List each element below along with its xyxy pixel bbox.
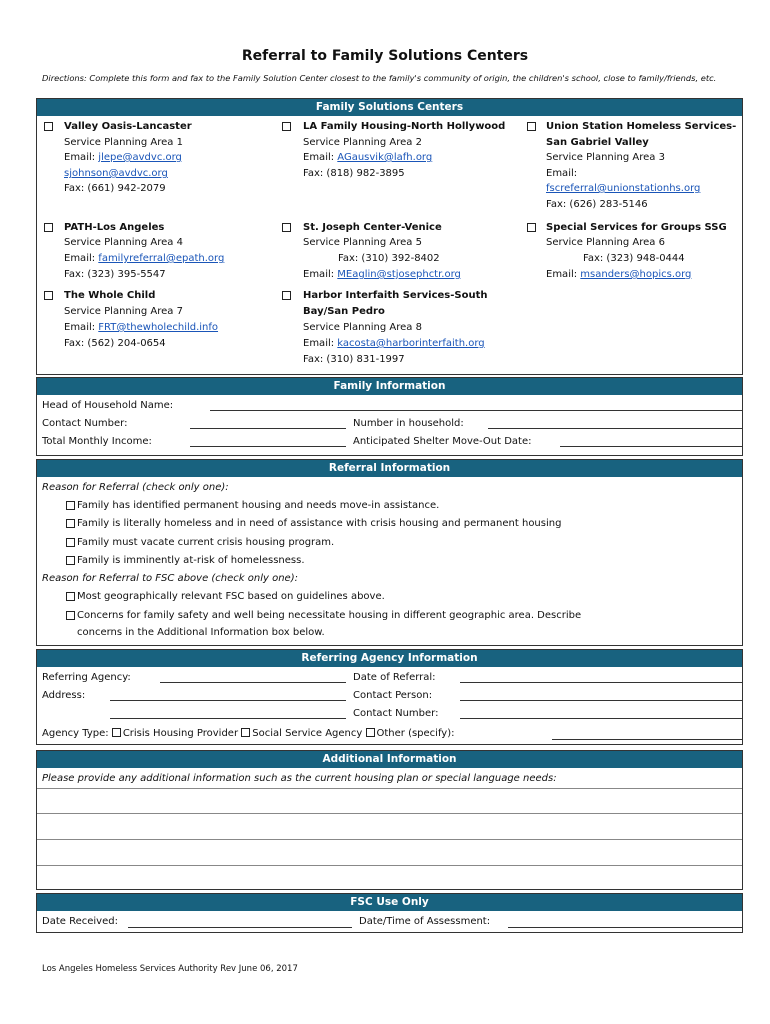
- move-out-date-field[interactable]: [560, 446, 742, 447]
- fsc-reason-geographic: Most geographically relevant FSC based on guidelines above.: [77, 591, 385, 602]
- address-field[interactable]: [110, 700, 346, 701]
- center-area: Service Planning Area 2: [303, 137, 422, 148]
- center-name: The Whole Child: [64, 290, 156, 301]
- other-label: Other (specify):: [376, 728, 455, 739]
- center-fax: Fax: (323) 948-0444: [583, 253, 685, 264]
- center-fax: Fax: (323) 395-5547: [64, 269, 166, 280]
- center-email-link[interactable]: msanders@hopics.org: [580, 269, 692, 280]
- monthly-income-field[interactable]: [190, 446, 346, 447]
- crisis-housing-checkbox[interactable]: [112, 728, 121, 737]
- date-time-assessment-field[interactable]: [508, 927, 742, 928]
- date-of-referral-label: Date of Referral:: [353, 672, 436, 683]
- center-checkbox-valley-oasis[interactable]: [44, 122, 53, 131]
- center-email-line: [303, 150, 432, 165]
- center-fax: Fax: (818) 982-3895: [303, 168, 405, 179]
- agency-type-row: [42, 726, 455, 741]
- agency-type-label: Agency Type:: [42, 728, 109, 739]
- center-email-link[interactable]: jlepe@avdvc.org: [98, 152, 182, 163]
- move-out-date-label: Anticipated Shelter Move-Out Date:: [353, 436, 532, 447]
- email-label: Email:: [64, 253, 99, 264]
- email-label: Email:: [303, 152, 338, 163]
- agency-header: Referring Agency Information: [37, 650, 742, 667]
- center-email-link[interactable]: familyreferral@epath.org: [98, 253, 225, 264]
- center-name: St. Joseph Center-Venice: [303, 222, 442, 233]
- agency-contact-number-field[interactable]: [460, 718, 742, 719]
- date-received-label: Date Received:: [42, 916, 118, 927]
- center-email-link-2[interactable]: sjohnson@avdvc.org: [64, 168, 168, 179]
- address-label: Address:: [42, 690, 86, 701]
- other-checkbox[interactable]: [366, 728, 375, 737]
- center-email-line: [303, 267, 461, 282]
- center-fax: Fax: (310) 392-8402: [338, 253, 440, 264]
- center-fax: Fax: (310) 831-1997: [303, 354, 405, 365]
- email-label: Email:: [303, 338, 338, 349]
- fsc-reason-safety: Concerns for family safety and well being necessitate housing in different geographic area. Describe: [77, 610, 582, 621]
- other-specify-field[interactable]: [552, 739, 742, 740]
- email-label: Email:: [546, 168, 578, 179]
- monthly-income-label: Total Monthly Income:: [42, 436, 152, 447]
- center-checkbox-union-station[interactable]: [527, 122, 536, 131]
- center-name: Harbor Interfaith Services-South: [303, 290, 488, 301]
- fsc-reason-checkbox-safety[interactable]: [66, 611, 75, 620]
- head-of-household-field[interactable]: [210, 410, 742, 411]
- center-checkbox-st-joseph[interactable]: [282, 223, 291, 232]
- footer-text: Los Angeles Homeless Services Authority Rev June 06, 2017: [42, 964, 298, 974]
- center-email-line: [303, 336, 485, 351]
- fsc-reason-label: Reason for Referral to FSC above (check only one):: [42, 573, 298, 584]
- center-area: Service Planning Area 5: [303, 237, 422, 248]
- fsc-reason-checkbox-geographic[interactable]: [66, 592, 75, 601]
- reason-literally-homeless: Family is literally homeless and in need of assistance with crisis housing and permanent housing: [77, 518, 562, 529]
- center-area: Service Planning Area 8: [303, 322, 422, 333]
- center-email-line: [64, 251, 224, 266]
- center-email-link[interactable]: MEaglin@stjosephctr.org: [337, 269, 461, 280]
- center-email-link[interactable]: kacosta@harborinterfaith.org: [337, 338, 485, 349]
- number-in-household-field[interactable]: [488, 428, 742, 429]
- fsc-reason-safety-cont: concerns in the Additional Information box below.: [77, 627, 325, 638]
- directions-text: Directions: Complete this form and fax to the Family Solution Center closest to the family's community of origin, the children's school, close to family/friends, etc.: [42, 73, 717, 83]
- center-email-line: [64, 150, 182, 165]
- email-label: Email:: [64, 152, 99, 163]
- contact-number-label: Contact Number:: [42, 418, 128, 429]
- crisis-housing-label: Crisis Housing Provider: [122, 728, 239, 739]
- contact-person-field[interactable]: [460, 700, 742, 701]
- center-area: Service Planning Area 3: [546, 152, 665, 163]
- email-label: Email:: [64, 322, 99, 333]
- center-area: Service Planning Area 6: [546, 237, 665, 248]
- center-checkbox-ssg[interactable]: [527, 223, 536, 232]
- center-email-link[interactable]: AGausvik@lafh.org: [337, 152, 433, 163]
- center-email-link[interactable]: fscreferral@unionstationhs.org: [546, 183, 701, 194]
- center-email-link[interactable]: FRT@thewholechild.info: [98, 322, 219, 333]
- social-service-label: Social Service Agency: [252, 728, 363, 739]
- center-name: PATH-Los Angeles: [64, 222, 165, 233]
- center-name: Union Station Homeless Services-: [546, 121, 737, 132]
- center-area: Service Planning Area 7: [64, 306, 183, 317]
- center-email-line: [64, 320, 218, 335]
- contact-number-field[interactable]: [190, 428, 346, 429]
- center-checkbox-la-family-housing[interactable]: [282, 122, 291, 131]
- number-in-household-label: Number in household:: [353, 418, 464, 429]
- center-email-line: [546, 267, 691, 282]
- address-field-line-2[interactable]: [110, 718, 346, 719]
- family-header: Family Information: [37, 378, 742, 395]
- centers-header: Family Solutions Centers: [37, 99, 742, 116]
- center-name: Special Services for Groups SSG: [546, 222, 727, 233]
- reason-checkbox-at-risk[interactable]: [66, 556, 75, 565]
- center-name-line-2: Bay/San Pedro: [303, 306, 385, 317]
- email-label: Email:: [303, 269, 338, 280]
- reason-label: Reason for Referral (check only one):: [42, 482, 229, 493]
- reason-checkbox-vacate[interactable]: [66, 538, 75, 547]
- reason-checkbox-move-in[interactable]: [66, 501, 75, 510]
- referral-header: Referral Information: [37, 460, 742, 477]
- referring-agency-label: Referring Agency:: [42, 672, 131, 683]
- reason-vacate: Family must vacate current crisis housing program.: [77, 537, 335, 548]
- date-of-referral-field[interactable]: [460, 682, 742, 683]
- date-received-field[interactable]: [128, 927, 352, 928]
- center-fax: Fax: (562) 204-0654: [64, 338, 166, 349]
- date-time-assessment-label: Date/Time of Assessment:: [359, 916, 491, 927]
- center-name-line-2: San Gabriel Valley: [546, 137, 649, 148]
- center-name: Valley Oasis-Lancaster: [64, 121, 192, 132]
- center-checkbox-harbor-interfaith[interactable]: [282, 291, 291, 300]
- agency-contact-number-label: Contact Number:: [353, 708, 439, 719]
- reason-checkbox-literally-homeless[interactable]: [66, 519, 75, 528]
- reason-at-risk: Family is imminently at-risk of homelessness.: [77, 555, 305, 566]
- page-title: Referral to Family Solutions Centers: [241, 48, 529, 64]
- center-area: Service Planning Area 1: [64, 137, 183, 148]
- additional-info-area[interactable]: [37, 789, 742, 889]
- fsc-use-header: FSC Use Only: [37, 894, 742, 911]
- center-fax: Fax: (626) 283-5146: [546, 199, 648, 210]
- contact-person-label: Contact Person:: [353, 690, 433, 701]
- center-fax: Fax: (661) 942-2079: [64, 183, 166, 194]
- additional-prompt: Please provide any additional information such as the current housing plan or special language needs:: [42, 773, 557, 784]
- referring-agency-field[interactable]: [160, 682, 346, 683]
- center-checkbox-path[interactable]: [44, 223, 53, 232]
- additional-header: Additional Information: [37, 751, 742, 768]
- center-checkbox-whole-child[interactable]: [44, 291, 53, 300]
- reason-move-in: Family has identified permanent housing and needs move-in assistance.: [77, 500, 440, 511]
- social-service-checkbox[interactable]: [241, 728, 250, 737]
- center-name: LA Family Housing-North Hollywood: [303, 121, 506, 132]
- head-of-household-label: Head of Household Name:: [42, 400, 174, 411]
- email-label: Email:: [546, 269, 581, 280]
- center-area: Service Planning Area 4: [64, 237, 183, 248]
